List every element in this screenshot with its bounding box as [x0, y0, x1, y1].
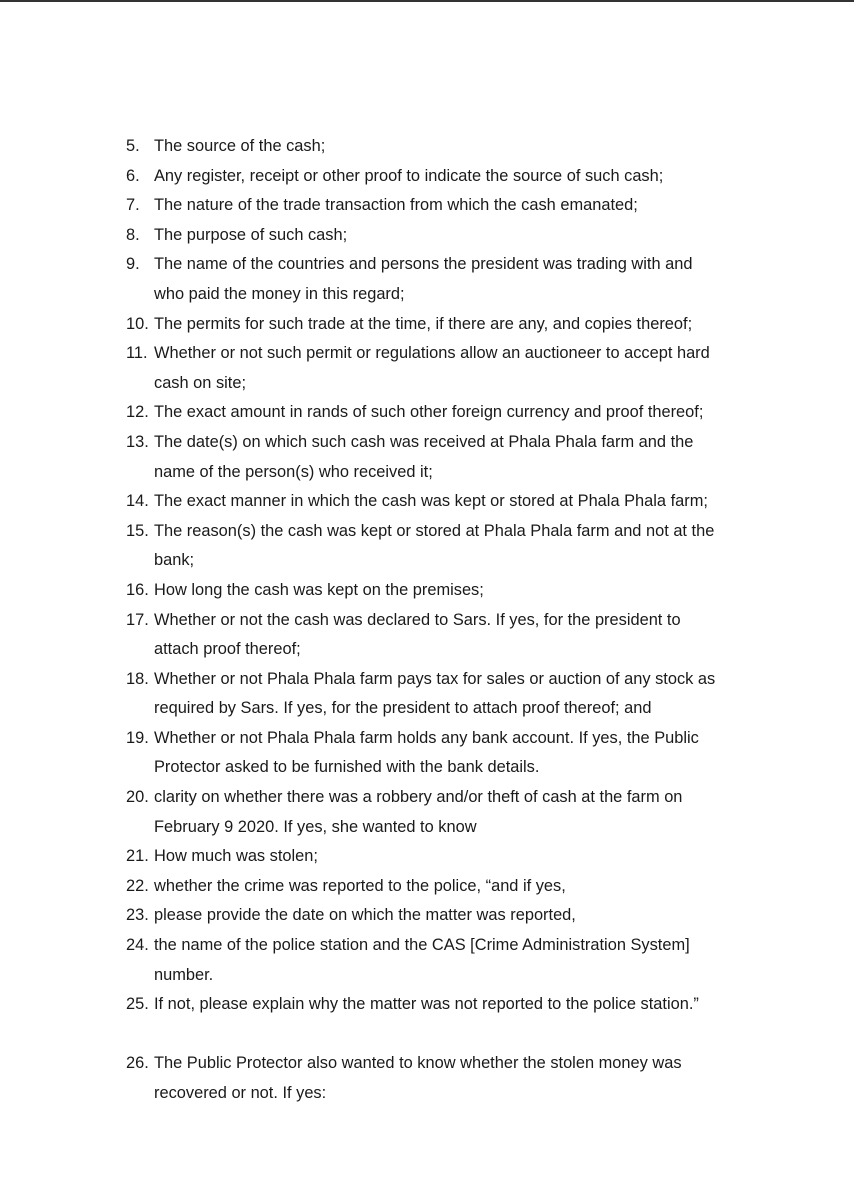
- item-text: The source of the cash;: [154, 137, 326, 155]
- list-item: [126, 901, 766, 931]
- list-item: [126, 724, 766, 783]
- item-text: Whether or not the cash was declared to Sars. If yes, for the president to attach proof thereof;: [154, 610, 681, 659]
- item-text: Whether or not Phala Phala farm holds any bank account. If yes, the Public Protector asked to be furnished with the bank details.: [154, 728, 699, 777]
- list-item: [126, 250, 766, 309]
- item-number: 26.: [126, 1054, 149, 1073]
- list-item: [126, 783, 766, 842]
- list-item: [126, 931, 766, 990]
- item-text: Whether or not Phala Phala farm pays tax for sales or auction of any stock as required by Sars. If yes, for the president to attach proof thereof; and: [154, 669, 716, 718]
- item-text: whether the crime was reported to the police, “and if yes,: [154, 876, 566, 895]
- item-text: Whether or not such permit or regulations allow an auctioneer to accept hard cash on site;: [154, 344, 710, 392]
- list-item: [126, 487, 766, 517]
- list-item: [126, 576, 766, 606]
- item-text: The reason(s) the cash was kept or stored at Phala Phala farm and not at the bank;: [154, 521, 715, 570]
- list-item: [126, 606, 766, 665]
- item-number: 11.: [126, 344, 148, 363]
- item-number: 25.: [126, 995, 149, 1014]
- list-item: [126, 191, 766, 221]
- item-number: 14.: [126, 492, 149, 511]
- list-item: [126, 132, 766, 162]
- list-item: [126, 162, 766, 192]
- item-number: 9.: [126, 255, 140, 274]
- list-item: [126, 1049, 766, 1108]
- item-text: clarity on whether there was a robbery and/or theft of cash at the farm on February 9 2020. If yes, she wanted to know: [154, 788, 683, 836]
- list-item: [126, 872, 766, 902]
- item-text: The exact manner in which the cash was kept or stored at Phala Phala farm;: [154, 492, 708, 511]
- item-text: How long the cash was kept on the premises;: [154, 580, 484, 599]
- item-number: 20.: [126, 788, 149, 807]
- list-item: [126, 398, 766, 428]
- item-text: The exact amount in rands of such other foreign currency and proof thereof;: [154, 403, 704, 422]
- item-text: The purpose of such cash;: [154, 225, 348, 244]
- item-number: 5.: [126, 137, 140, 155]
- item-number: 22.: [126, 876, 149, 895]
- list-item: [126, 665, 766, 724]
- list-item: [126, 428, 766, 487]
- list-item: [126, 339, 766, 398]
- list-item: [126, 221, 766, 251]
- item-number: 13.: [126, 432, 149, 451]
- item-text: The name of the countries and persons the president was trading with and who paid the money in this regard;: [154, 255, 693, 303]
- item-number: 8.: [126, 225, 140, 244]
- item-number: 7.: [126, 196, 140, 215]
- list-item: [126, 517, 766, 576]
- item-text: If not, please explain why the matter was not reported to the police station.”: [154, 995, 699, 1014]
- item-text: The nature of the trade transaction from which the cash emanated;: [154, 196, 638, 215]
- item-text: The date(s) on which such cash was received at Phala Phala farm and the name of the person(s) who received it;: [154, 432, 694, 481]
- item-number: 17.: [126, 610, 149, 629]
- item-number: 10.: [126, 314, 149, 333]
- item-number: 6.: [126, 166, 140, 185]
- item-number: 15.: [126, 521, 149, 540]
- item-number: 18.: [126, 669, 149, 688]
- item-number: 19.: [126, 728, 149, 747]
- list-item: [126, 310, 766, 340]
- item-text: Any register, receipt or other proof to indicate the source of such cash;: [154, 166, 664, 185]
- item-text: please provide the date on which the matter was reported,: [154, 906, 576, 925]
- item-text: The Public Protector also wanted to know whether the stolen money was recovered or not. If yes:: [154, 1054, 682, 1102]
- item-text: The permits for such trade at the time, if there are any, and copies thereof;: [154, 314, 693, 333]
- item-number: 21.: [126, 847, 149, 866]
- top-border-line: [0, 0, 854, 2]
- item-number: 23.: [126, 906, 149, 925]
- item-text: the name of the police station and the CAS [Crime Administration System] number.: [154, 936, 690, 984]
- list-item: [126, 990, 766, 1020]
- item-number: 24.: [126, 936, 149, 955]
- numbered-question-list: [126, 132, 766, 1109]
- list-item: [126, 842, 766, 872]
- item-number: 12.: [126, 403, 149, 422]
- item-text: How much was stolen;: [154, 847, 318, 866]
- item-number: 16.: [126, 580, 149, 599]
